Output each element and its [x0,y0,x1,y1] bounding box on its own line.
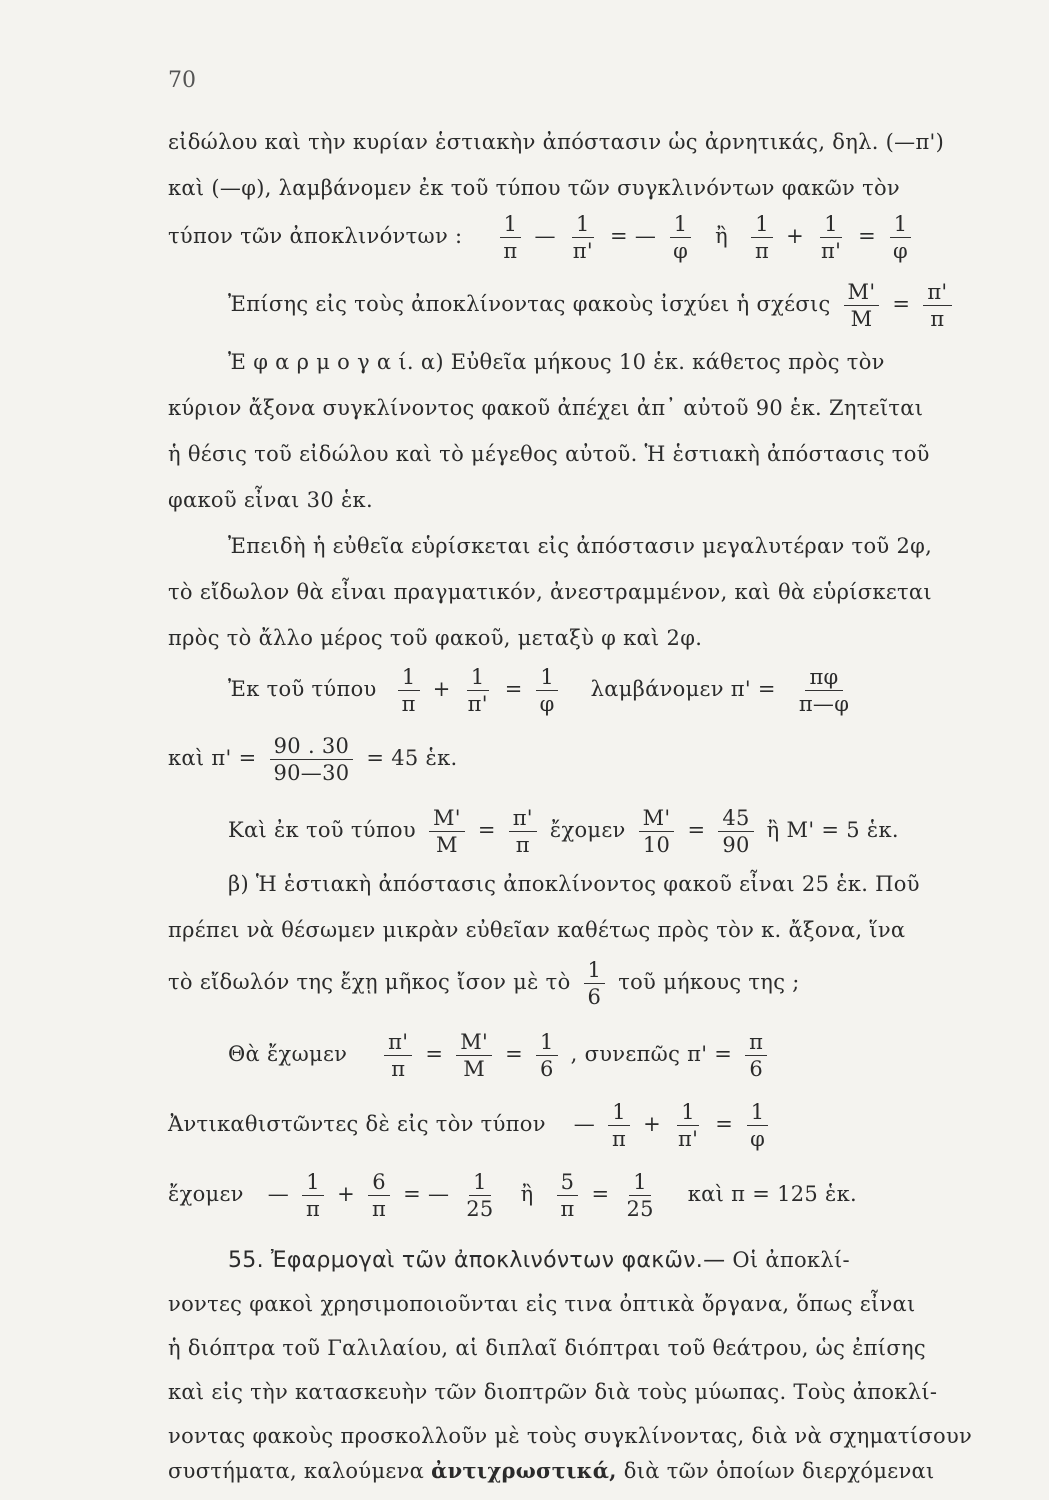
text-line [168,1458,935,1483]
section-heading [228,1248,850,1273]
text-line: κύριον ἄξονα συγκλίνοντος φακοῦ ἀπέχει ἀπ᾽ αὐτοῦ 90 ἑκ. Ζητεῖται [168,396,924,420]
section-title: Ἐφαρμογαὶ τῶν ἀποκλινόντων φακῶν.— [270,1248,726,1273]
term-achromatic: ἀντιχρωστικά, [431,1458,617,1483]
text-line: καὶ (—φ), λαμβάνομεν ἐκ τοῦ τύπου τῶν συγκλινόντων φακῶν τὸν [168,176,900,200]
text-fragment: Θὰ ἔχωμεν [228,1042,348,1067]
text-fragment: ἢ Μ' = 5 ἑκ. [766,818,899,843]
text-fragment: = 45 ἑκ. [366,746,458,771]
text-fragment: συστήματα, καλούμενα [168,1459,425,1483]
formula-result: ἔχομεν — $\frac{1}{\pi}$ + $\frac{6}{\pi}$ = — $\frac{1}{25}$ ἢ $\frac{5}{\pi}$ = $\frac{1}{25}$ καὶ π = 125 ἑκ. [168,1170,858,1222]
text-line: πρέπει νὰ θέσωμεν μικρὰν εὐθεῖαν καθέτως πρὸς τὸν κ. ἄξονα, ἵνα [168,918,906,942]
formula-one-sixth: τὸ εἴδωλόν της ἔχῃ μῆκος ἴσον μὲ τὸ $\frac{1}{6}$ τοῦ μήκους της ; [168,958,800,1010]
text-fragment: καὶ π' = [168,746,257,771]
text-fragment: Ἐπίσης εἰς τοὺς ἀποκλίνοντας φακοὺς ἰσχύει ἡ σχέσις [228,292,831,317]
text-fragment: , συνεπῶς π' = [570,1042,733,1067]
page-number: 70 [168,68,196,93]
formula-image-size: Καὶ ἐκ τοῦ τύπου $\frac{M'}{M}$ = $\frac{\pi'}{\pi}$ ἔχομεν $\frac{M'}{10}$ = $\frac{45}{90}$ ἢ Μ' = 5 ἑκ. [228,806,899,858]
text-fragment: ἔχομεν [549,818,626,843]
text-line: νοντας φακοὺς προσκολλοῦν μὲ τοὺς συγκλίνοντας, διὰ νὰ σχηματίσουν [168,1424,973,1448]
text-line: νοντες φακοὶ χρησιμοποιοῦνται εἰς τινα ὀπτικὰ ὄργανα, ὅπως εἶναι [168,1292,916,1316]
text-fragment: καὶ π = 125 ἑκ. [687,1182,858,1207]
text-line: β) Ἡ ἑστιακὴ ἀπόστασις ἀποκλίνοντος φακοῦ εἶναι 25 ἑκ. Ποῦ [228,872,920,896]
text-fragment: τὸ εἴδωλόν της ἔχῃ μῆκος ἴσον μὲ τὸ [168,970,571,995]
section-number: 55. [228,1248,264,1273]
text-fragment: ἔχομεν [168,1182,244,1207]
text-fragment: Ἐκ τοῦ τύπου [228,677,377,702]
formula-substitution: Ἀντικαθιστῶντες δὲ εἰς τὸν τύπον — $\frac{1}{\pi}$ + $\frac{1}{\pi'}$ = $\frac{1}{\varphi}$ [168,1100,775,1151]
text-line: ἡ θέσις τοῦ εἰδώλου καὶ τὸ μέγεθος αὐτοῦ. Ἡ ἑστιακὴ ἀπόστασις τοῦ [168,442,930,466]
text-line: φακοῦ εἶναι 30 ἑκ. [168,488,373,512]
formula-image-distance: καὶ π' = $\frac{90 . 30}{90—30}$ = 45 ἑκ. [168,734,458,786]
text-line: Ἐπειδὴ ἡ εὐθεῖα εὑρίσκεται εἰς ἀπόστασιν μεγαλυτέραν τοῦ 2φ, [228,534,933,558]
formula-magnification: Ἐπίσης εἰς τοὺς ἀποκλίνοντας φακοὺς ἰσχύει ἡ σχέσις $\frac{M'}{M}$ = $\frac{\pi'}{\pi}$ [228,280,958,331]
text-line: καὶ εἰς τὴν κατασκευὴν τῶν διοπτρῶν διὰ τοὺς μύωπας. Τοὺς ἀποκλί- [168,1380,938,1404]
text-line: τὸ εἴδωλον θὰ εἶναι πραγματικόν, ἀνεστραμμένον, καὶ θὰ εὑρίσκεται [168,580,932,604]
text-fragment: τύπον τῶν ἀποκλινόντων : [168,224,463,249]
formula-ratio: Θὰ ἔχωμεν $\frac{\pi'}{\pi}$ = $\frac{M'}{M}$ = $\frac{1}{6}$ , συνεπῶς π' = $\frac{\pi}{6}$ [228,1030,773,1081]
text-fragment: Καὶ ἐκ τοῦ τύπου [228,818,416,843]
text-line: εἰδώλου καὶ τὴν κυρίαν ἑστιακὴν ἀπόστασιν ὡς ἀρνητικάς, δηλ. (—π') [168,130,945,154]
text-line: ἡ διόπτρα τοῦ Γαλιλαίου, αἱ διπλαῖ διόπτραι τοῦ θεάτρου, ὡς ἐπίσης [168,1336,926,1360]
text-fragment: τοῦ μήκους της ; [618,970,800,995]
text-line: πρὸς τὸ ἄλλο μέρος τοῦ φακοῦ, μεταξὺ φ καὶ 2φ. [168,626,703,650]
text-fragment: διὰ τῶν ὁποίων διερχόμεναι [623,1459,935,1483]
text-fragment: Ἀντικαθιστῶντες δὲ εἰς τὸν τύπον [168,1112,546,1137]
section-text: Οἱ ἀποκλί- [732,1248,850,1272]
text-line: Ἐ φ α ρ μ ο γ α ί. α) Εὐθεῖα μήκους 10 ἑκ. κάθετος πρὸς τὸν [228,350,885,374]
text-fragment: λαμβάνομεν π' = [590,677,776,702]
formula-divergent-lens: τύπον τῶν ἀποκλινόντων : $\frac{1}{\pi}$ — $\frac{1}{\pi'}$ = — $\frac{1}{\varphi}$ ἢ $\frac{1}{\pi}$ + $\frac{1}{\pi'}$ = $\frac{1}{\varphi}$ [168,212,918,263]
formula-lens-equation: Ἐκ τοῦ τύπου $\frac{1}{\pi}$ + $\frac{1}{\pi'}$ = $\frac{1}{\varphi}$ λαμβάνομεν π' = $\frac{\pi\varphi}{\pi—\varphi}$ [228,665,850,717]
